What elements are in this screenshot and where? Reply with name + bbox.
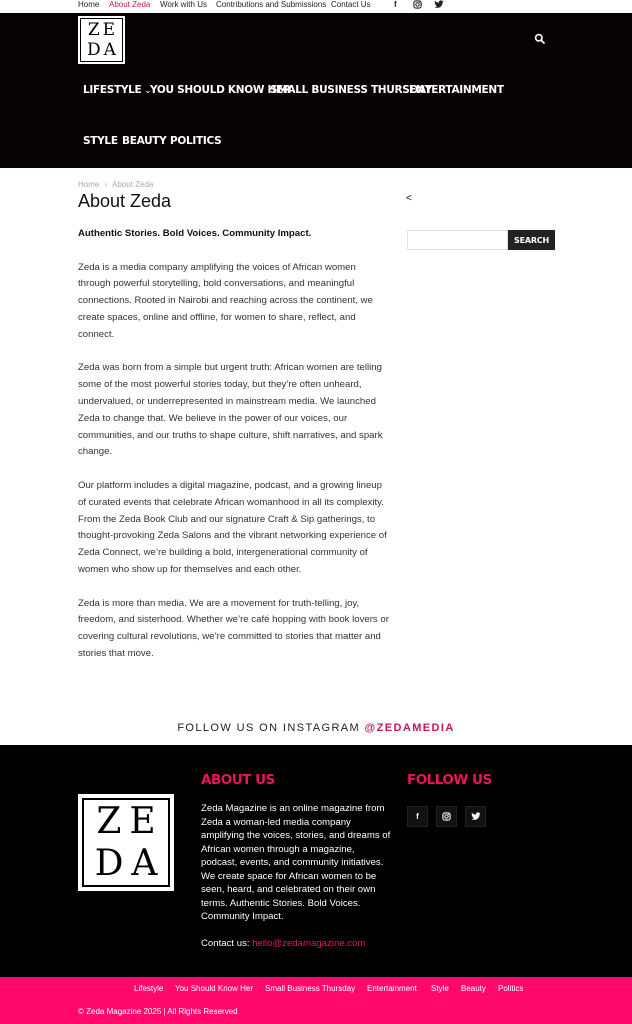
footer-about-heading: ABOUT US xyxy=(201,772,275,788)
twitter-icon[interactable] xyxy=(434,0,444,11)
logo-line-2: DA xyxy=(87,40,119,60)
breadcrumb-current: About Zeda xyxy=(112,180,154,189)
nav-item-entertainment[interactable]: ENTERTAINMENT xyxy=(409,84,504,96)
instagram-follow-text: FOLLOW US ON INSTAGRAM xyxy=(177,722,365,734)
footer-logo[interactable] xyxy=(78,794,174,891)
footer-contact-label: Contact us: xyxy=(201,938,253,949)
article-body xyxy=(78,226,390,680)
chevron-down-icon: ⌄ xyxy=(144,86,151,95)
topbar-link-work[interactable]: Work with Us xyxy=(160,0,207,9)
site-footer xyxy=(0,745,632,977)
footer-logo-line-1: ZE xyxy=(96,800,164,842)
facebook-icon[interactable]: f xyxy=(394,0,397,9)
search-icon[interactable] xyxy=(534,33,546,45)
search-input[interactable] xyxy=(407,230,508,250)
bottom-link-lifestyle[interactable]: Lifestyle xyxy=(134,984,164,993)
footer-about-text: Zeda Magazine is an online magazine from Zeda a woman-led media company amplifying the voices, stories, and dreams of African women through a magazine, podcast, events, and community initiatives. We create space for African women to be seen, heard, and celebrated on their own terms. Authentic Stories. Bold Voices. Community Impact. xyxy=(201,803,391,922)
article-paragraph: Zeda is a media company amplifying the voices of African women through powerful storytelling, bold conversations, and meaningful connections. Rooted in Nairobi and reaching across the continent, we create spaces, online and offline, for women to share, reflect, and connect. xyxy=(78,261,373,340)
nav-item-style[interactable]: STYLE xyxy=(83,135,118,147)
logo-line-1: ZE xyxy=(87,20,119,40)
topbar-link-contact[interactable]: Contact Us xyxy=(331,0,371,9)
instagram-icon[interactable] xyxy=(436,806,457,827)
instagram-follow xyxy=(0,722,632,734)
breadcrumb-separator: › xyxy=(104,180,108,189)
footer-logo-mark xyxy=(82,798,170,887)
footer-contact xyxy=(201,938,365,949)
nav-item-politics[interactable]: POLITICS xyxy=(170,135,222,147)
copyright: © Zeda Magazine 2025 | All Rights Reserved xyxy=(78,1007,238,1016)
nav-item-beauty[interactable]: BEAUTY xyxy=(122,135,167,147)
topbar-link-contributions[interactable]: Contributions and Submissions xyxy=(216,0,327,9)
top-bar xyxy=(0,0,632,13)
nav-item-lifestyle[interactable] xyxy=(83,83,151,98)
footer-contact-email[interactable]: hello@zedamagazine.com xyxy=(252,938,366,949)
footer-follow-heading: FOLLOW US xyxy=(407,772,492,788)
twitter-icon[interactable] xyxy=(465,806,486,827)
breadcrumb xyxy=(78,180,153,189)
bottom-link-entertainment[interactable]: Entertainment xyxy=(367,984,417,993)
bottom-bar xyxy=(0,977,632,1024)
nav-item-label: LIFESTYLE xyxy=(83,84,142,96)
bottom-link-beauty[interactable]: Beauty xyxy=(461,984,486,993)
article-paragraph: Zeda is more than media. We are a movement for truth-telling, joy, freedom, and sisterhood. Whether we’re café hopping with book lovers or covering cultural revolutions, we’re committed to stories that matter and stories that move. xyxy=(78,597,389,659)
search-button[interactable]: SEARCH xyxy=(508,230,555,250)
bottom-link-style[interactable]: Style xyxy=(431,984,449,993)
article-paragraph: Our platform includes a digital magazine, podcast, and a growing lineup of curated events that celebrate African womanhood in all its complexity. From the Zeda Book Club and our signature Craft & Sip gatherings, to thought-provoking Zeda Salons and the vibrant networking experience of Zeda Connect, we’re building a bold, intergenerational community of women who show up for themselves and each other. xyxy=(78,479,387,575)
footer-logo-line-2: DA xyxy=(94,842,166,884)
sidebar-arrow-icon[interactable]: < xyxy=(406,193,412,204)
article-paragraph: Zeda was born from a simple but urgent truth: African women are telling some of the most powerful stories today, but they’re often unheard, undervalued, or underrepresented in mainstream media. We launched Zeda to change that. We believe in the power of our voices, our communities, and our truths to shape culture, shift narratives, and spark change. xyxy=(78,362,383,458)
site-header xyxy=(0,13,632,168)
breadcrumb-home[interactable]: Home xyxy=(78,180,100,189)
nav-item-small-business-thursday[interactable]: SMALL BUSINESS THURSDAY xyxy=(270,84,433,96)
bottom-link-politics[interactable]: Politics xyxy=(498,984,524,993)
facebook-icon[interactable]: f xyxy=(407,806,428,827)
bottom-link-you-should-know-her[interactable]: You Should Know Her xyxy=(175,984,253,993)
instagram-icon[interactable] xyxy=(413,0,422,11)
article-lead: Authentic Stories. Bold Voices. Community Impact. xyxy=(78,228,312,239)
bottom-link-small-business-thursday[interactable]: Small Business Thursday xyxy=(265,984,356,993)
nav-item-you-should-know-her[interactable]: YOU SHOULD KNOW HER xyxy=(150,84,291,96)
instagram-handle-link[interactable]: @ZEDAMEDIA xyxy=(364,722,455,734)
site-logo[interactable] xyxy=(78,16,125,64)
page-title: About Zeda xyxy=(78,191,172,211)
topbar-link-about[interactable]: About Zeda xyxy=(109,0,151,9)
logo-mark xyxy=(80,18,123,62)
topbar-link-home[interactable]: Home xyxy=(78,0,100,9)
